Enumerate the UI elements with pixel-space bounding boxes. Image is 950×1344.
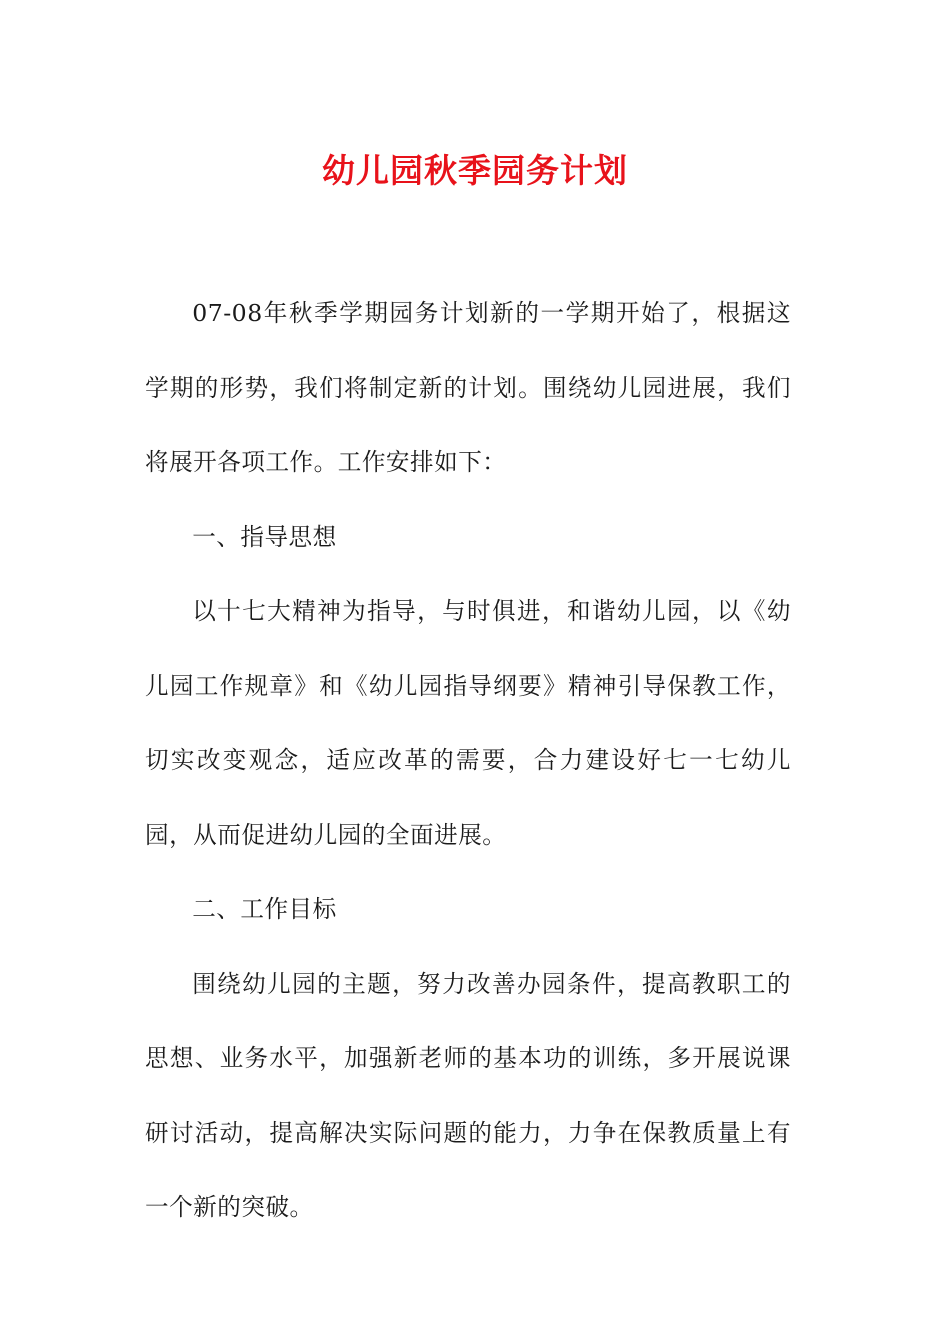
section-heading-guiding-ideology: 一、指导思想 (192, 522, 337, 551)
intro-paragraph: 07-08年秋季学期园务计划新的一学期开始了，根据这学期的形势，我们将制定新的计划。围绕幼儿园进展，我们将展开各项工作。工作安排如下： (145, 299, 791, 476)
document-body (145, 276, 791, 1245)
guiding-ideology-paragraph: 以十七大精神为指导，与时俱进，和谐幼儿园，以《幼儿园工作规章》和《幼儿园指导纲要》精神引导保教工作，切实改变观念，适应改革的需要，合力建设好七一七幼儿园，从而促进幼儿园的全面进展。 (145, 597, 791, 849)
page-title: 幼儿园秋季园务计划 (322, 151, 628, 190)
work-goals-paragraph: 围绕幼儿园的主题，努力改善办园条件，提高教职工的思想、业务水平，加强新老师的基本功的训练，多开展说课研讨活动，提高解决实际问题的能力，力争在保教质量上有一个新的突破。 (145, 969, 791, 1221)
section-heading-work-goals: 二、工作目标 (192, 895, 337, 923)
